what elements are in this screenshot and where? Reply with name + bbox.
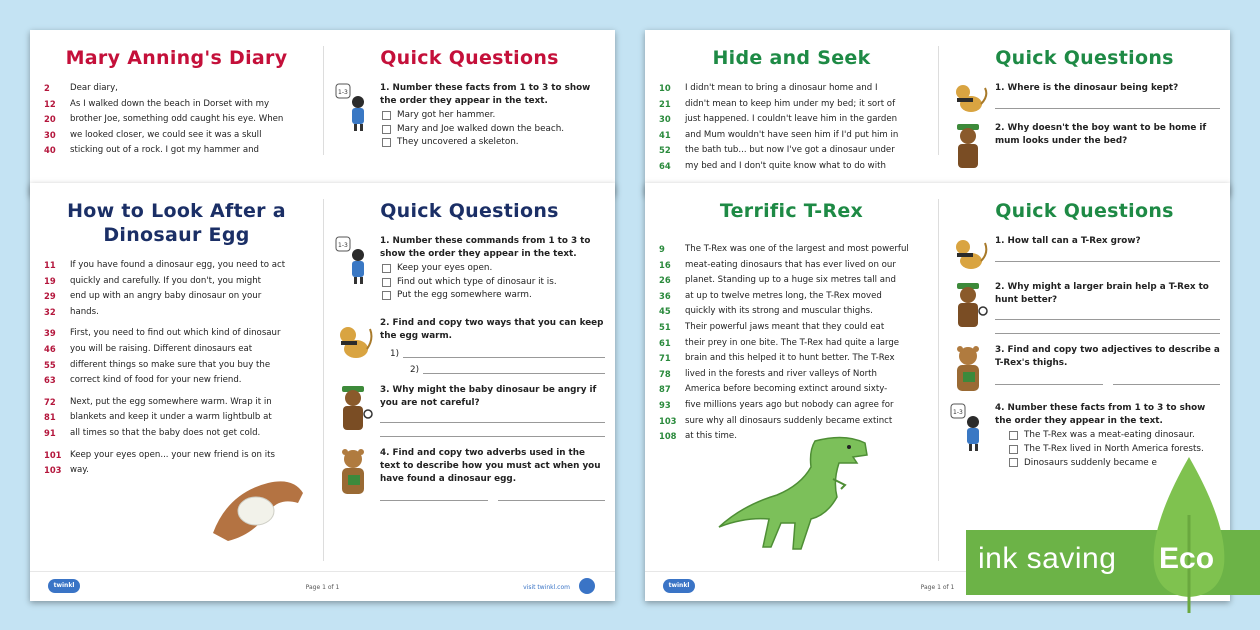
line-text: their prey in one bite. The T-Rex had quite a large [685, 337, 900, 348]
line-number: 103 [659, 415, 677, 426]
option-text: Keep your eyes open. [397, 263, 493, 274]
answer-label: 2) [410, 364, 420, 375]
line-number: 46 [44, 343, 56, 354]
question-text: 4. Number these facts from 1 to 3 to show the order they appear in the text. [995, 403, 1206, 426]
line-number: 78 [659, 368, 671, 379]
line-text: Their powerful jaws meant that they could eat [685, 321, 885, 332]
line-text: we looked closer, we could see it was a skull [70, 129, 262, 140]
girl-character-icon [334, 82, 374, 132]
line-text: blankets and keep it under a warm lightbulb at [70, 412, 272, 423]
line-number: 55 [44, 359, 56, 370]
text-line [44, 359, 309, 372]
twinkl-logo: twinkl [663, 579, 695, 593]
question-1 [334, 235, 605, 303]
line-text: all times so that the baby does not get cold. [70, 427, 261, 438]
line-number: 101 [44, 449, 62, 460]
line-number: 20 [44, 114, 56, 125]
line-number: 10 [659, 83, 671, 93]
text-lines [44, 259, 309, 477]
text-line [44, 144, 309, 157]
page-number: Page 1 of 1 [920, 584, 955, 591]
line-number: 39 [44, 328, 56, 339]
line-text: brother Joe, something odd caught his eye. When [70, 114, 284, 125]
answer-line[interactable] [995, 308, 1220, 320]
eco-leaf-icon [1148, 455, 1230, 615]
question-text: 1. Number these facts from 1 to 3 to show the order they appear in the text. [380, 83, 591, 106]
bear-reading-icon [949, 344, 989, 394]
line-number: 72 [44, 396, 56, 407]
questions-title: Quick Questions [380, 47, 559, 69]
line-number: 19 [44, 275, 56, 286]
line-number: 63 [44, 375, 56, 386]
line-text: Next, put the egg somewhere warm. Wrap it in [70, 396, 272, 407]
text-line [659, 98, 924, 111]
text-lines [659, 82, 924, 173]
line-text: quickly and carefully. If you don't, you might [70, 275, 262, 286]
line-number: 108 [659, 431, 677, 442]
trex-dinosaur-icon [715, 433, 885, 557]
line-text: quickly with its strong and muscular thighs. [685, 306, 873, 317]
text-line [659, 274, 924, 287]
text-line [659, 383, 924, 396]
option-text: The T-Rex lived in North America forests. [1024, 443, 1204, 454]
answer-option[interactable] [1009, 443, 1220, 456]
ink-saving-text: ink saving [978, 542, 1117, 575]
checkbox[interactable] [382, 278, 391, 287]
line-text: hands. [70, 306, 99, 317]
line-text: Keep your eyes open... your new friend is on its [70, 449, 275, 460]
line-number: 12 [44, 98, 56, 109]
answer-option[interactable] [382, 276, 605, 289]
line-number: 30 [659, 114, 671, 125]
checkbox[interactable] [382, 138, 391, 147]
dog-detective-icon [949, 281, 989, 331]
text-line [659, 337, 924, 350]
eco-text: Eco [1159, 542, 1215, 575]
checkbox[interactable] [1009, 445, 1018, 454]
line-number: 21 [659, 98, 671, 109]
worksheet-dinosaur-egg [30, 183, 615, 601]
line-text: just happened. I couldn't leave him in the garden [685, 114, 898, 125]
option-text: Mary got her hammer. [397, 110, 496, 121]
sheet-title: Hide and Seek [712, 47, 871, 69]
line-number: 61 [659, 337, 671, 348]
website-link[interactable]: visit twinkl.com [523, 584, 570, 591]
line-number: 16 [659, 259, 671, 270]
line-text: the bath tub... but now I've got a dinosaur under [685, 145, 895, 156]
answer-line[interactable] [995, 373, 1103, 385]
checkbox[interactable] [382, 264, 391, 273]
line-text: Dear diary, [70, 83, 118, 93]
text-line [659, 243, 924, 256]
line-number: 40 [44, 145, 56, 156]
text-lines [44, 82, 309, 157]
line-number: 91 [44, 427, 56, 438]
checkbox[interactable] [382, 125, 391, 134]
answer-line[interactable] [380, 411, 605, 423]
answer-option[interactable] [1009, 429, 1220, 442]
line-number: 2 [44, 83, 50, 93]
question-2 [334, 317, 605, 376]
line-text: end up with an angry baby dinosaur on your [70, 291, 262, 302]
answer-option[interactable] [382, 262, 605, 275]
line-text: way. [70, 465, 89, 476]
line-text: at this time. [685, 431, 737, 442]
line-text: The T-Rex was one of the largest and most powerful [685, 244, 909, 254]
svg-text:1-3: 1-3 [953, 409, 963, 417]
text-line [44, 290, 309, 303]
text-line [659, 399, 924, 412]
svg-text:1-3: 1-3 [338, 89, 348, 96]
answer-line[interactable] [498, 489, 606, 501]
svg-text:1-3: 1-3 [338, 242, 348, 249]
hand-with-egg-icon [208, 473, 308, 547]
text-line [44, 306, 309, 319]
girl-character-icon [334, 235, 374, 285]
answer-line[interactable] [995, 322, 1220, 334]
text-line [44, 343, 309, 356]
answer-line[interactable] [380, 425, 605, 437]
question-text: 4. Find and copy two adverbs used in the text to describe how you must act when you have found a dinosaur egg. [380, 448, 601, 484]
answer-line[interactable] [403, 346, 605, 358]
answer-line[interactable] [423, 362, 605, 374]
text-line [659, 259, 924, 272]
question-1 [334, 82, 605, 150]
line-number: 30 [44, 129, 56, 140]
text-line [659, 415, 924, 428]
text-line [44, 411, 309, 424]
line-number: 52 [659, 145, 671, 156]
text-line [44, 275, 309, 288]
text-line [44, 98, 309, 111]
question-2 [949, 281, 1220, 336]
text-line [659, 321, 924, 334]
option-text: The T-Rex was a meat-eating dinosaur. [1024, 430, 1195, 441]
answer-row [410, 360, 605, 376]
line-number: 26 [659, 275, 671, 286]
answer-row [390, 344, 605, 360]
text-line [659, 144, 924, 157]
line-number: 11 [44, 260, 56, 270]
line-text: didn't mean to keep him under my bed; it sort of [685, 98, 896, 109]
text-line [659, 82, 924, 95]
line-text: five millions years ago but nobody can agree for [685, 399, 894, 410]
line-number: 41 [659, 129, 671, 140]
answer-option[interactable] [382, 109, 605, 122]
text-line [659, 305, 924, 318]
question-4 [334, 447, 605, 503]
line-text: America before becoming extinct around sixty- [685, 384, 888, 395]
text-line [44, 449, 309, 462]
option-text: Put the egg somewhere warm. [397, 290, 532, 301]
answer-option[interactable] [382, 289, 605, 302]
checkbox[interactable] [1009, 458, 1018, 467]
text-line [659, 290, 924, 303]
text-line [659, 352, 924, 365]
questions-title: Quick Questions [380, 200, 559, 222]
text-line [44, 113, 309, 126]
question-text: 3. Why might the baby dinosaur be angry if you are not careful? [380, 385, 597, 408]
option-text: Dinosaurs suddenly became e [1024, 457, 1157, 468]
answer-option[interactable] [382, 123, 605, 136]
checkbox[interactable] [382, 111, 391, 120]
option-text: Find out which type of dinosaur it is. [397, 276, 557, 287]
line-text: If you have found a dinosaur egg, you need to act [70, 260, 286, 270]
text-line [659, 368, 924, 381]
line-text: different things so make sure that you buy the [70, 359, 271, 370]
answer-line[interactable] [995, 97, 1220, 109]
page-number: Page 1 of 1 [305, 584, 340, 591]
line-number: 51 [659, 321, 671, 332]
line-number: 29 [44, 291, 56, 302]
question-text: 2. Find and copy two ways that you can keep the egg warm. [380, 317, 604, 341]
line-number: 87 [659, 384, 671, 395]
line-number: 32 [44, 306, 56, 317]
text-line [659, 160, 924, 173]
dog-detective-icon [334, 384, 374, 434]
option-text: Mary and Joe walked down the beach. [397, 123, 565, 134]
monkey-character-icon [949, 82, 989, 118]
line-text: sure why all dinosaurs suddenly became extinct [685, 415, 893, 426]
sheet-title: Mary Anning's Diary [65, 47, 288, 69]
question-text: 2. Why doesn't the boy want to be home if mum looks under the bed? [995, 123, 1207, 146]
sheet-title: How to Look After a Dinosaur Egg [67, 200, 286, 246]
answer-line[interactable] [1113, 373, 1221, 385]
text-line [44, 374, 309, 387]
answer-line[interactable] [380, 489, 488, 501]
line-text: As I walked down the beach in Dorset with my [70, 98, 270, 109]
line-text: brain and this helped it to hunt better. The T-Rex [685, 353, 895, 364]
question-text: 3. Find and copy two adjectives to describe a T-Rex's thighs. [995, 345, 1220, 368]
line-text: at up to twelve metres long, the T-Rex moved [685, 290, 882, 301]
questions-title: Quick Questions [995, 47, 1174, 69]
line-number: 103 [44, 465, 62, 476]
text-line [44, 129, 309, 142]
answer-label: 1) [390, 348, 400, 359]
question-2 [949, 122, 1220, 172]
worksheet-mary-anning [30, 30, 615, 195]
quality-seal-icon [579, 578, 595, 594]
question-1 [949, 235, 1220, 277]
text-line [44, 427, 309, 440]
question-text: 1. Number these commands from 1 to 3 to show the order they appear in the text. [380, 236, 591, 259]
sheet-title: Terrific T-Rex [719, 200, 864, 222]
line-text: my bed and I don't quite know what to do with [685, 160, 886, 171]
question-1 [949, 82, 1220, 118]
line-text: and Mum wouldn't have seen him if I'd put him in [685, 129, 899, 140]
text-line [44, 327, 309, 340]
answer-option[interactable] [382, 136, 605, 149]
question-text: 2. Why might a larger brain help a T-Rex to hunt better? [995, 282, 1209, 305]
question-text: 1. How tall can a T-Rex grow? [995, 236, 1141, 246]
page-footer [30, 571, 615, 601]
checkbox[interactable] [1009, 431, 1018, 440]
twinkl-logo: twinkl [48, 579, 80, 593]
text-lines [659, 243, 924, 443]
line-text: First, you need to find out which kind of dinosaur [70, 328, 281, 339]
line-text: lived in the forests and river valleys of North [685, 368, 877, 379]
questions-title: Quick Questions [995, 200, 1174, 222]
answer-line[interactable] [995, 250, 1220, 262]
line-number: 93 [659, 399, 671, 410]
girl-character-icon [949, 402, 989, 452]
line-text: planet. Standing up to a huge six metres tall and [685, 275, 896, 286]
answer-row [995, 371, 1220, 387]
text-line [659, 129, 924, 142]
line-number: 36 [659, 290, 671, 301]
line-text: meat-eating dinosaurs that has ever lived on our [685, 259, 896, 270]
question-3 [334, 384, 605, 439]
line-number: 64 [659, 160, 671, 171]
question-text: 1. Where is the dinosaur being kept? [995, 83, 1179, 93]
answer-row [380, 487, 605, 503]
line-text: I didn't mean to bring a dinosaur home and I [685, 83, 878, 93]
worksheet-hide-and-seek [645, 30, 1230, 195]
line-number: 45 [659, 306, 671, 317]
monkey-character-icon [334, 317, 374, 367]
monkey-character-icon [949, 235, 989, 277]
text-line [44, 259, 309, 272]
line-text: correct kind of food for your new friend. [70, 375, 242, 386]
line-number: 9 [659, 244, 665, 254]
question-3 [949, 344, 1220, 394]
line-text: sticking out of a rock. I got my hammer and [70, 145, 259, 156]
text-line [44, 82, 309, 95]
line-text: you will be raising. Different dinosaurs eat [70, 343, 253, 354]
option-text: They uncovered a skeleton. [397, 137, 519, 148]
text-line [659, 113, 924, 126]
dog-detective-icon [949, 122, 989, 172]
text-line [44, 396, 309, 409]
checkbox[interactable] [382, 291, 391, 300]
line-number: 81 [44, 412, 56, 423]
line-number: 71 [659, 353, 671, 364]
bear-reading-icon [334, 447, 374, 497]
